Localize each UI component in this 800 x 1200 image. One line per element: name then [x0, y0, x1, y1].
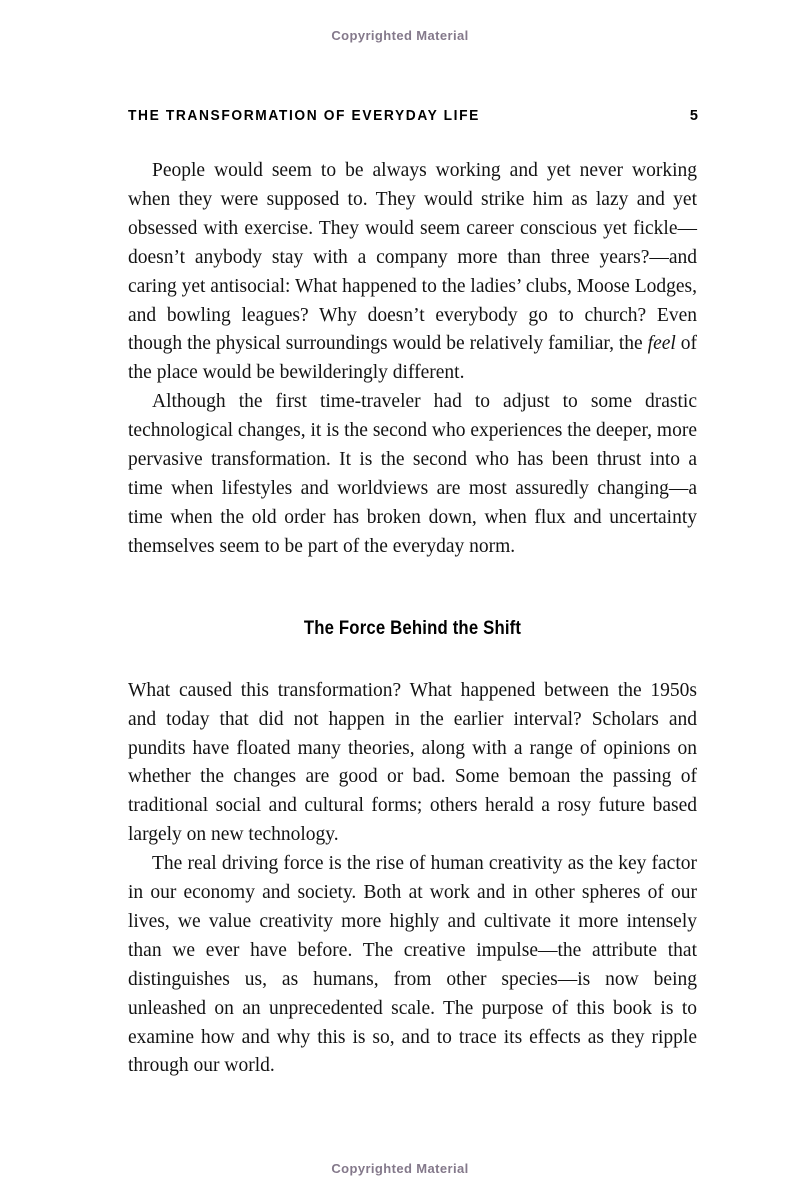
paragraph [128, 677, 697, 850]
paragraph [128, 157, 697, 388]
text-run: The real driving force is the rise of human creativity as the key factor in our economy and society. Both at work and in other spheres of our lives, we value creativity more highly and cultivate it more intensely than we ever have before. The creative impulse—the attribute that distinguishes us, as humans, from other species—is now being unleashed on an unprecedented scale. The purpose of this book is to examine how and why this is so, and to trace its effects as they ripple through our world. [128, 853, 697, 1077]
copyright-notice-bottom: Copyrighted Material [331, 1161, 469, 1176]
running-head [128, 108, 698, 124]
text-run: Although the first time-traveler had to adjust to some drastic technological changes, it is the second who experiences the deeper, more pervasive transformation. It is the second who has been thrust into a time when lifestyles and worldviews are most assuredly changing—a time when the old order has broken down, when flux and uncertainty themselves seem to be part of the everyday norm. [128, 391, 697, 557]
text-run: of the place would be bewilderingly different. [128, 333, 697, 384]
text-run: People would seem to be always working and yet never working when they were supposed to. They would strike him as lazy and yet obsessed with exercise. They would seem career conscious yet fickle—doesn’t anybody stay with a company more than three years?—and caring yet antisocial: What happened to the ladies’ clubs, Moose Lodges, and bowling leagues? Why doesn’t everybody go to church? Even though the physical surroundings would be relatively familiar, the [128, 160, 697, 355]
section-one-paragraphs [128, 157, 697, 562]
chapter-running-title: THE TRANSFORMATION OF EVERYDAY LIFE [128, 108, 480, 124]
paragraph [128, 850, 697, 1081]
body-text-block [128, 157, 697, 1081]
section-heading: The Force Behind the Shift [303, 617, 522, 639]
page-number: 5 [689, 108, 698, 124]
paragraph [128, 388, 697, 561]
italic-text-run: feel [647, 333, 676, 355]
section-two-paragraphs [128, 677, 697, 1082]
copyright-notice-top: Copyrighted Material [331, 28, 469, 43]
text-run: What caused this transformation? What happened between the 1950s and today that did not happen in the earlier interval? Scholars and pundits have floated many theories, along with a range of opinions on whether the changes are good or bad. Some bemoan the passing of traditional social and cultural forms; others herald a rosy future based largely on new technology. [128, 679, 697, 846]
